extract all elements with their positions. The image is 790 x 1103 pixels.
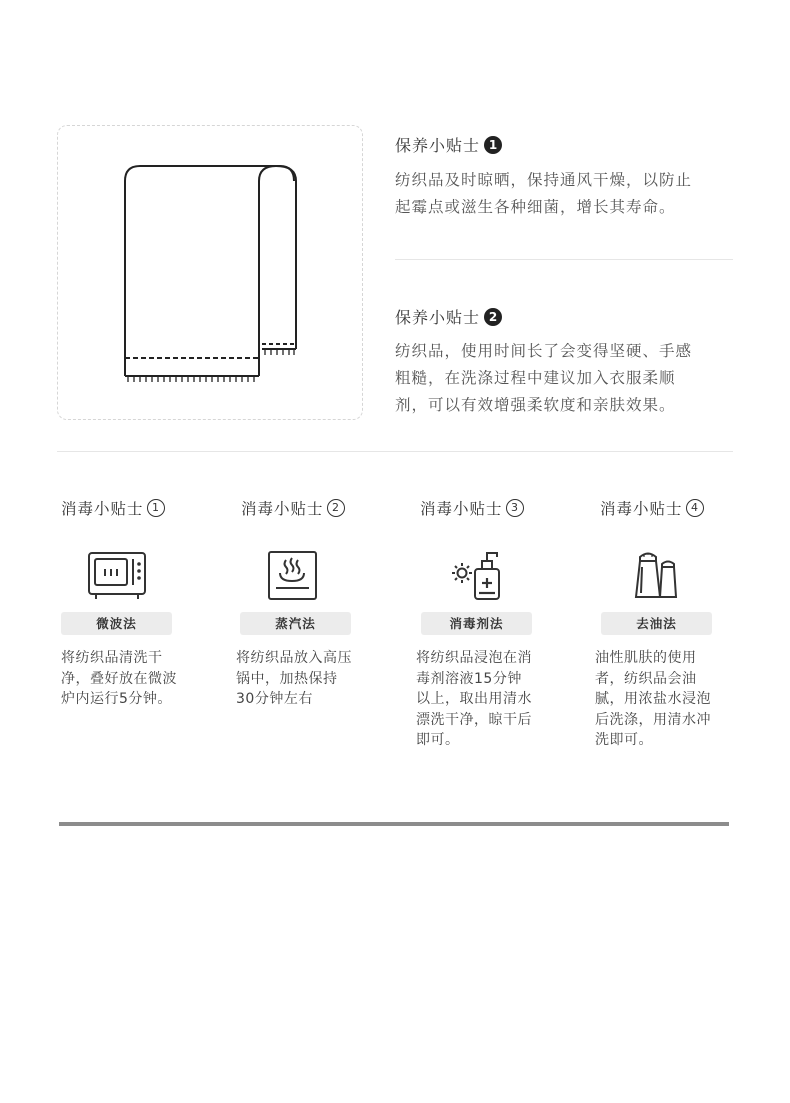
salt-shaker-icon — [632, 549, 680, 601]
care-tip-1-text: 纺织品及时晾晒，保持通风干燥，以防止 起霉点或滋生各种细菌，增长其寿命。 — [395, 171, 693, 216]
number-badge: 1 — [484, 136, 502, 154]
method-description: 将纺织品清洗干 净，叠好放在微波 炉内运行5分钟。 — [61, 650, 177, 707]
disinfect-tip-2-title: 消毒小贴士 2 — [241, 497, 345, 519]
disinfect-tip-4-title: 消毒小贴士 4 — [600, 497, 704, 519]
towel-icon — [58, 126, 364, 421]
method-description: 将纺织品放入高压 锅中，加热保持 30分钟左右 — [236, 650, 352, 707]
method-label: 蒸汽法 — [240, 612, 351, 635]
steam-icon — [268, 551, 318, 601]
method-label: 微波法 — [61, 612, 172, 635]
number-badge: 2 — [484, 308, 502, 326]
towel-illustration-frame — [57, 125, 363, 420]
microwave-icon — [88, 552, 146, 600]
disinfect-tip-1-title: 消毒小贴士 1 — [61, 497, 165, 519]
number-badge: 2 — [327, 499, 345, 517]
section-divider — [57, 451, 733, 452]
method-label: 去油法 — [601, 612, 712, 635]
number-badge: 4 — [686, 499, 704, 517]
number-badge: 3 — [506, 499, 524, 517]
care-tip-2-title: 保养小贴士 2 — [395, 305, 502, 328]
method-description: 油性肌肤的使用 者，纺织品会油 腻，用浓盐水浸泡 后洗涤，用清水冲 洗即可。 — [595, 650, 711, 748]
care-tip-2-text: 纺织品，使用时间长了会变得坚硬、手感 粗糙，在洗涤过程中建议加入衣服柔顺 剂，可以有效增强柔软度和亲肤效果。 — [395, 342, 693, 414]
method-description: 将纺织品浸泡在消 毒剂溶液15分钟 以上，取出用清水 漂洗干净，晾干后 即可。 — [416, 650, 532, 748]
method-label: 消毒剂法 — [421, 612, 532, 635]
number-badge: 1 — [147, 499, 165, 517]
disinfectant-bottle-icon — [451, 549, 503, 601]
divider — [395, 259, 733, 260]
bottom-divider-bar — [59, 822, 729, 826]
care-tip-1-title: 保养小贴士 1 — [395, 133, 502, 156]
disinfect-tip-3-title: 消毒小贴士 3 — [420, 497, 524, 519]
